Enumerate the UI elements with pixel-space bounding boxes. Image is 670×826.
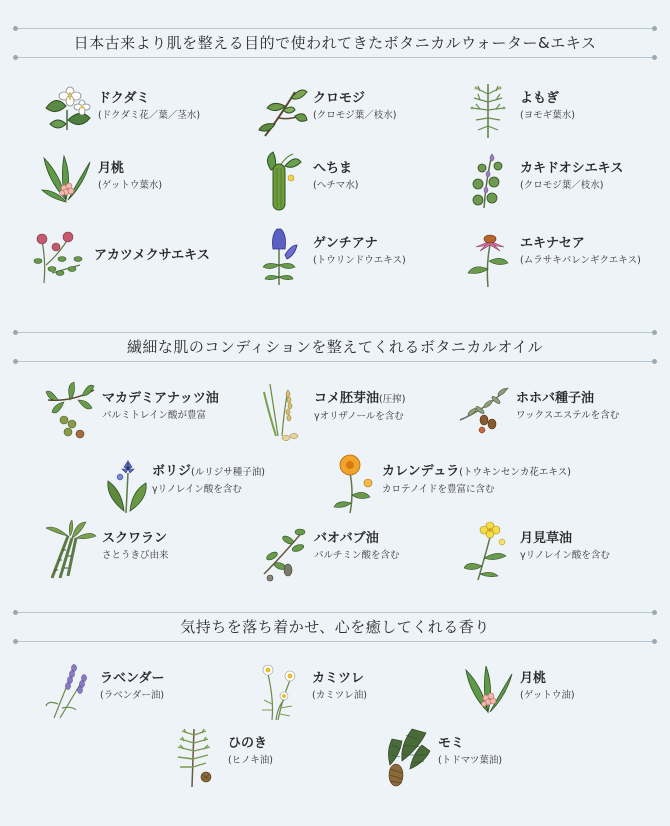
item-sub: (クロモジ葉／枝水) [313,110,397,121]
sugarcane-icon [44,520,98,582]
item-name: マカデミアナッツ油 [102,391,219,406]
item-sub: さとうきび由来 [102,550,169,561]
dokudami-plant-icon [40,80,94,142]
item-name: 月見草油 [520,531,573,546]
item-name: スクワラン [102,531,168,546]
chamomile-icon [258,660,312,722]
list-item [462,80,652,142]
item-sub: (トドマツ葉油) [438,755,503,766]
item-sub: パルミトレイン酸が豊富 [102,410,207,421]
list-item [255,80,445,142]
red-clover-icon [32,225,86,287]
item-sub: (ムラサキバレンギクエキス) [520,255,641,266]
item-name: カキドオシエキス [520,161,624,176]
item-sub: (クロモジ葉／枝水) [520,180,604,191]
item-sub: パルチミン酸を含む [314,550,400,561]
list-item [255,150,445,212]
section-title-botanical-water [16,28,654,58]
item-name: カミツレ [312,671,365,686]
yomogi-plant-icon [462,80,516,142]
getto-flower-icon [462,660,516,722]
list-item [44,660,234,722]
getto-plant-icon [40,150,94,212]
item-name: エキナセア [520,236,585,251]
list-item [258,520,458,582]
item-name: よもぎ [520,91,560,106]
list-item [462,520,652,582]
baobab-branch-icon [258,520,312,582]
item-name: ひのき [228,736,268,751]
section-title-text: 気持ちを落ち着かせ、心を癒してくれる香り [180,618,490,636]
hinoki-branch-icon [172,725,226,787]
item-name: ボリジ(ルリジサ種子油) [152,464,265,479]
list-item [32,225,242,287]
kakidoshi-plant-icon [462,150,516,212]
item-sub: (カミツレ油) [312,690,367,701]
echinacea-flower-icon [462,225,516,287]
item-name: バオバブ油 [314,531,379,546]
item-name: ドクダミ [98,91,150,106]
kuromoji-branch-icon [255,80,309,142]
item-sub: (ヨモギ葉水) [520,110,575,121]
list-item [40,150,230,212]
section-title-text: 繊細な肌のコンディションを整えてくれるボタニカルオイル [126,338,544,356]
borage-flower-icon [100,453,154,515]
section-title-text: 日本古来より肌を整える目的で使われてきたボタニカルウォーター&エキス [73,34,597,52]
item-sub: γオリザノールを含む [314,411,404,422]
item-sub: (ヘチマ水) [313,180,359,191]
list-item [462,150,652,212]
item-name: ホホバ種子油 [516,391,595,406]
list-item [372,725,562,787]
item-name: ゲンチアナ [313,236,378,251]
list-item [458,380,658,442]
evening-primrose-icon [462,520,516,582]
macadamia-nut-icon [44,380,98,442]
item-name: ラベンダー [100,671,165,686]
item-sub: (ヒノキ油) [228,755,273,766]
item-name: アカツメクサエキス [94,248,210,263]
rice-ear-icon [258,380,312,442]
item-sub: ワックスエステルを含む [516,410,620,421]
item-name: コメ胚芽油(圧搾) [314,391,406,406]
list-item [44,520,244,582]
hechima-gourd-icon [255,150,309,212]
item-sub: (ゲットウ油) [520,690,575,701]
gentian-flower-icon [255,225,309,287]
jojoba-branch-icon [458,380,512,442]
list-item [100,453,330,515]
list-item [258,380,458,442]
item-sub: (ゲットウ葉水) [98,180,163,191]
list-item [462,660,652,722]
list-item [258,660,448,722]
item-sub: (ドクダミ花／葉／茎水) [98,110,201,121]
item-sub: カロテノイドを豊富に含む [382,484,495,495]
list-item [172,725,362,787]
item-sub: γリノレイン酸を含む [520,550,610,561]
lavender-icon [44,660,98,722]
item-name: へちま [313,161,353,176]
fir-branch-icon [372,725,434,787]
list-item [255,225,445,287]
section-title-aroma [16,612,654,642]
item-name: カレンデュラ(トウキンセンカ花エキス) [382,464,571,479]
item-sub: (トウリンドウエキス) [313,255,406,266]
list-item [330,453,630,515]
item-name: クロモジ [313,91,366,106]
calendula-flower-icon [330,453,384,515]
item-name: モミ [438,736,465,751]
item-name: 月桃 [520,671,547,686]
item-sub: (ラベンダー油) [100,690,165,701]
item-name: 月桃 [98,161,125,176]
list-item [462,225,662,287]
section-title-botanical-oil [16,332,654,362]
list-item [40,80,230,142]
item-sub: γリノレイン酸を含む [152,484,242,495]
list-item [44,380,254,442]
